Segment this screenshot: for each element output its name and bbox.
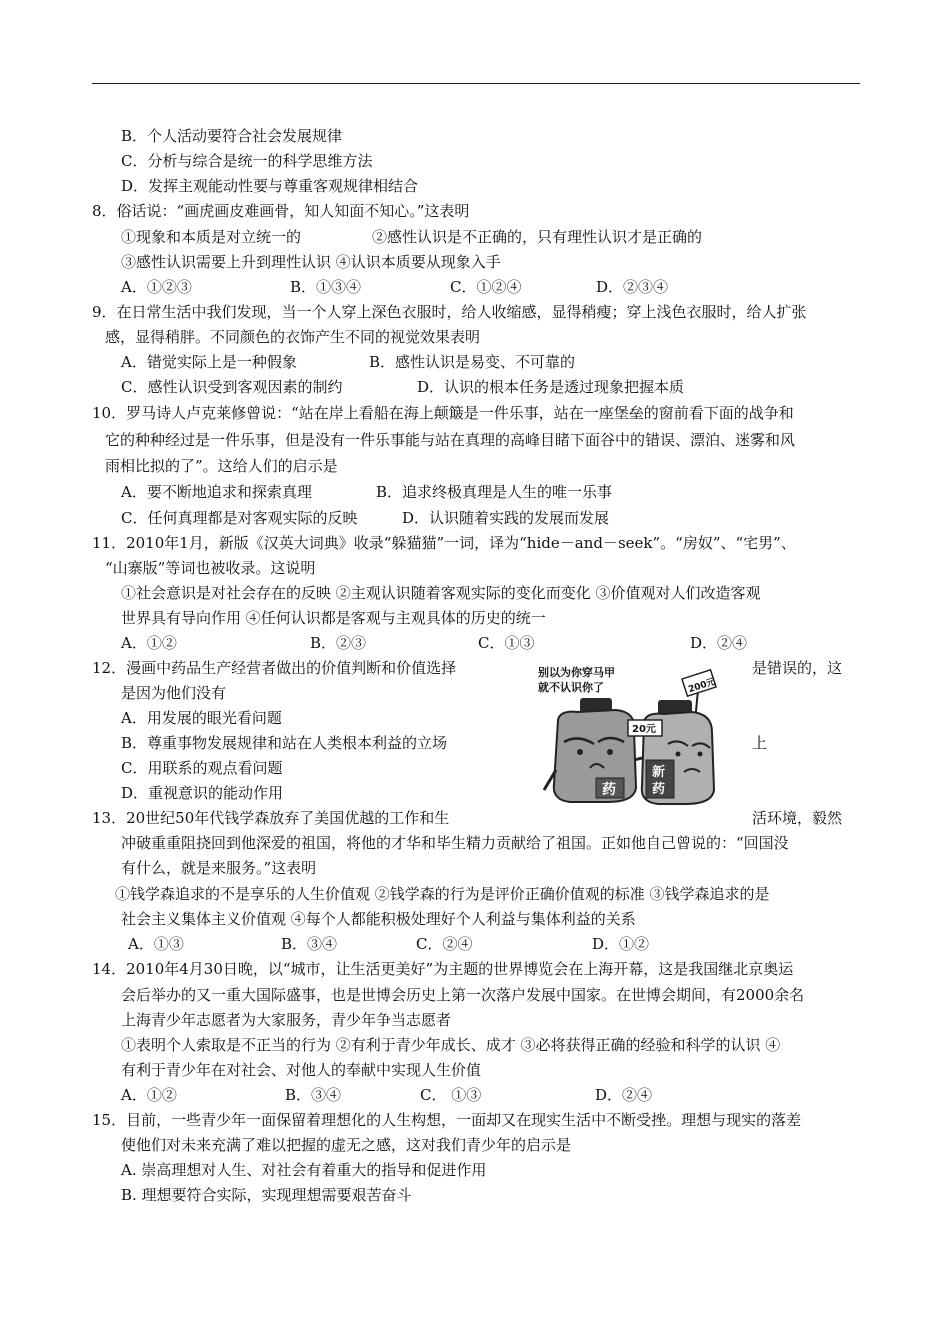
q14-stem-line3: 上海青少年志愿者为大家服务，青少年争当志愿者 [121, 1011, 452, 1029]
q9-stem-line1: 9．在日常生活中我们发现，当一个人穿上深色衣服时，给人收缩感，显得稍瘦；穿上浅色衣服时，给人扩张 [92, 303, 807, 321]
q13-stem-line2: 冲破重重阻挠回到他深爱的祖国，将他的才华和毕生精力贡献给了祖国。正如他自己曾说的：“回国没 [121, 834, 789, 852]
q13-option-a: A．①③ [128, 935, 184, 953]
q9-option-a: A．错觉实际上是一种假象 [121, 353, 297, 371]
q7-option-d: D．发挥主观能动性要与尊重客观规律相结合 [121, 177, 419, 195]
q8-option-d: D．②③④ [596, 278, 669, 296]
q14-option-d: D．②④ [595, 1086, 653, 1104]
cartoon-sign-20: 20元 [632, 724, 656, 735]
q9-option-b: B．感性认识是易变、不可靠的 [369, 353, 576, 371]
q14-statement-line2: 有利于青少年在对社会、对他人的奉献中实现人生价值 [121, 1061, 482, 1079]
q13-option-d: D．①② [592, 935, 650, 953]
q8-statement-1: ①现象和本质是对立统一的 [121, 228, 302, 246]
q11-option-d: D．②④ [690, 634, 748, 652]
q13-option-b: B．③④ [281, 935, 338, 953]
cartoon-label-old: 药 [602, 782, 616, 798]
q10-option-b: B．追求终极真理是人生的唯一乐事 [376, 483, 613, 501]
q8-stem: 8．俗话说：“画虎画皮难画骨，知人知面不知心。”这表明 [92, 202, 470, 220]
q12-stem-line1: 12．漫画中药品生产经营者做出的价值判断和价值选择 [92, 659, 457, 677]
q15-stem-line1: 15．目前，一些青少年一面保留着理想化的人生构想，一面却又在现实生活中不断受挫。理想与现实的落差 [92, 1111, 802, 1129]
q12-option-d: D．重视意识的能动作用 [121, 784, 284, 802]
q7-option-c: C．分析与综合是统一的科学思维方法 [121, 152, 373, 170]
q11-option-a: A．①② [121, 634, 177, 652]
q14-option-a: A．①② [121, 1086, 177, 1104]
q13-option-c: C．②④ [416, 935, 473, 953]
q8-option-b: B．①③④ [290, 278, 362, 296]
medicine-cartoon [508, 660, 746, 810]
q13-stem-line1: 13．20世纪50年代钱学森放弃了美国优越的工作和生 [92, 809, 450, 827]
q11-statement-line1: ①社会意识是对社会存在的反映 ②主观认识随着客观实际的变化而变化 ③价值观对人们改造客观 [121, 584, 761, 602]
q15-option-b: B. 理想要符合实际，实现理想需要艰苦奋斗 [121, 1186, 412, 1204]
q12-option-b-tail: 上 [752, 734, 768, 752]
q12-stem-line2: 是因为他们没有 [121, 684, 227, 702]
q13-stem-line1-tail: 活环境，毅然 [752, 809, 843, 827]
q15-option-a: A. 崇高理想对人生、对社会有着重大的指导和促进作用 [121, 1161, 487, 1179]
q8-option-c: C．①②④ [450, 278, 522, 296]
q14-stem-line2: 会后举办的又一重大国际盛事，也是世博会历史上第一次落户发展中国家。在世博会期间，有2000余名 [121, 986, 805, 1004]
q12-option-a: A．用发展的眼光看问题 [121, 709, 282, 727]
q10-stem-line1: 10．罗马诗人卢克莱修曾说：“站在岸上看船在海上颠簸是一件乐事，站在一座堡垒的窗前看下面的战争和 [92, 404, 794, 422]
q14-stem-line1: 14．2010年4月30日晚，以“城市，让生活更美好”为主题的世界博览会在上海开幕，这是我国继北京奥运 [92, 960, 794, 978]
q12-option-c: C．用联系的观点看问题 [121, 759, 283, 777]
q7-option-b: B．个人活动要符合社会发展规律 [121, 127, 343, 145]
q11-option-c: C．①③ [478, 634, 535, 652]
q13-stem-line3: 有什么，就是来服务。”这表明 [121, 859, 317, 877]
q9-option-d: D．认识的根本任务是透过现象把握本质 [417, 378, 685, 396]
q14-statement-line1: ①表明个人索取是不正当的行为 ②有利于青少年成长、成才 ③必将获得正确的经验和科学的认识 ④ [121, 1036, 781, 1054]
q11-stem-line2: “山寨版”等词也被收录。这说明 [105, 559, 316, 577]
q15-stem-line2: 使他们对未来充满了难以把握的虚无之感，这对我们青少年的启示是 [121, 1136, 572, 1154]
q14-option-b: B．③④ [285, 1086, 342, 1104]
q8-option-a: A．①②③ [121, 278, 192, 296]
cartoon-label-new-1: 新 [652, 765, 666, 780]
q10-option-c: C．任何真理都是对客观实际的反映 [121, 509, 358, 527]
q10-option-a: A．要不断地追求和探索真理 [121, 483, 312, 501]
q11-stem-line1: 11．2010年1月，新版《汉英大词典》收录“躲猫猫”一词，译为“hide－and－seek”。“房奴”、“宅男”、 [92, 534, 796, 552]
q8-statement-2: ②感性认识是不正确的，只有理性认识才是正确的 [372, 228, 703, 246]
q11-option-b: B．②③ [310, 634, 367, 652]
cartoon-label-new-2: 药 [652, 782, 666, 797]
q9-stem-line2: 感，显得稍胖。不同颜色的衣饰产生不同的视觉效果表明 [105, 328, 481, 346]
q12-stem-line1-tail: 是错误的，这 [752, 659, 843, 677]
cartoon-caption-line2: 就不认识你了 [538, 681, 604, 694]
q13-statement-line2: 社会主义集体主义价值观 ④每个人都能积极处理好个人利益与集体利益的关系 [121, 910, 636, 928]
q10-stem-line2: 它的种种经过是一件乐事，但是没有一件乐事能与站在真理的高峰目睹下面谷中的错误、漂泊、迷雾和风 [105, 431, 796, 449]
q13-statement-line1: ①钱学森追求的不是享乐的人生价值观 ②钱学森的行为是评价正确价值观的标准 ③钱学森追求的是 [115, 885, 770, 903]
q9-option-c: C．感性认识受到客观因素的制约 [121, 378, 343, 396]
q11-statement-line2: 世界具有导向作用 ④任何认识都是客观与主观具体的历史的统一 [121, 609, 546, 627]
q10-option-d: D．认识随着实践的发展而发展 [402, 509, 610, 527]
q14-option-c: C． ①③ [420, 1086, 482, 1104]
q10-stem-line3: 雨相比拟的了”。这给人们的启示是 [105, 457, 338, 475]
cartoon-sign-200: 200元 [687, 677, 717, 696]
q8-statement-3: ③感性认识需要上升到理性认识 ④认识本质要从现象入手 [121, 253, 501, 271]
header-rule [92, 83, 860, 84]
q12-option-b: B．尊重事物发展规律和站在人类根本利益的立场 [121, 734, 448, 752]
cartoon-caption-line1: 别以为你穿马甲 [538, 666, 615, 679]
